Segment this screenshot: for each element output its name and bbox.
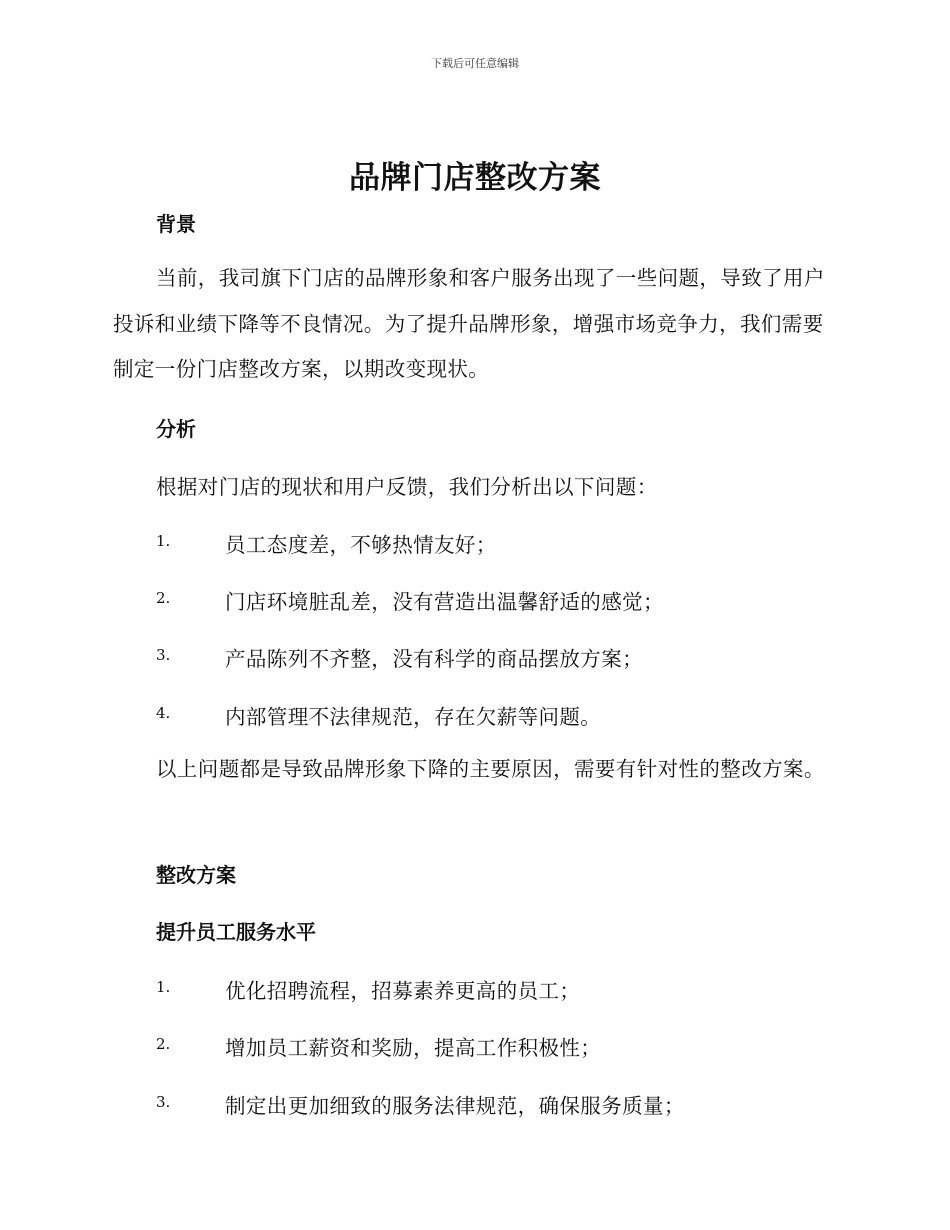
section-heading-background: 背景 bbox=[156, 212, 196, 236]
list-number: 2. bbox=[156, 1035, 171, 1053]
list-number: 2. bbox=[156, 589, 171, 607]
list-item bbox=[156, 1089, 856, 1119]
document-title: 品牌门店整改方案 bbox=[349, 160, 601, 196]
analysis-conclusion: 以上问题都是导致品牌形象下降的主要原因，需要有针对性的整改方案。 bbox=[156, 757, 825, 781]
list-item bbox=[156, 974, 856, 1004]
header-note: 下载后可任意编辑 bbox=[431, 57, 519, 70]
list-item bbox=[156, 528, 856, 558]
list-text: 员工态度差，不够热情友好； bbox=[225, 533, 497, 557]
list-item bbox=[156, 642, 856, 672]
list-number: 1. bbox=[156, 978, 171, 996]
background-paragraph: 当前，我司旗下门店的品牌形象和客户服务出现了一些问题，导致了用户投诉和业绩下降等不良情况。为了提升品牌形象，增强市场竞争力，我们需要制定一份门店整改方案，以期改变现状。 bbox=[113, 266, 825, 381]
list-item bbox=[156, 1031, 856, 1061]
list-text: 门店环境脏乱差，没有营造出温馨舒适的感觉； bbox=[225, 590, 664, 614]
analysis-intro: 根据对门店的现状和用户反馈，我们分析出以下问题： bbox=[156, 475, 658, 499]
list-text: 制定出更加细致的服务法律规范，确保服务质量； bbox=[225, 1094, 685, 1118]
list-text: 产品陈列不齐整，没有科学的商品摆放方案； bbox=[225, 647, 643, 671]
list-number: 3. bbox=[156, 1093, 171, 1111]
list-text: 内部管理不法律规范，存在欠薪等问题。 bbox=[225, 705, 602, 729]
section-heading-analysis: 分析 bbox=[156, 417, 196, 441]
list-item bbox=[156, 700, 856, 730]
list-number: 3. bbox=[156, 646, 171, 664]
list-text: 优化招聘流程，招募素养更高的员工； bbox=[225, 979, 581, 1003]
list-number: 1. bbox=[156, 532, 171, 550]
list-number: 4. bbox=[156, 704, 171, 722]
subheading-staff-service: 提升员工服务水平 bbox=[156, 920, 316, 944]
list-item bbox=[156, 585, 856, 615]
section-heading-plan: 整改方案 bbox=[156, 863, 236, 887]
list-text: 增加员工薪资和奖励，提高工作积极性； bbox=[225, 1036, 602, 1060]
